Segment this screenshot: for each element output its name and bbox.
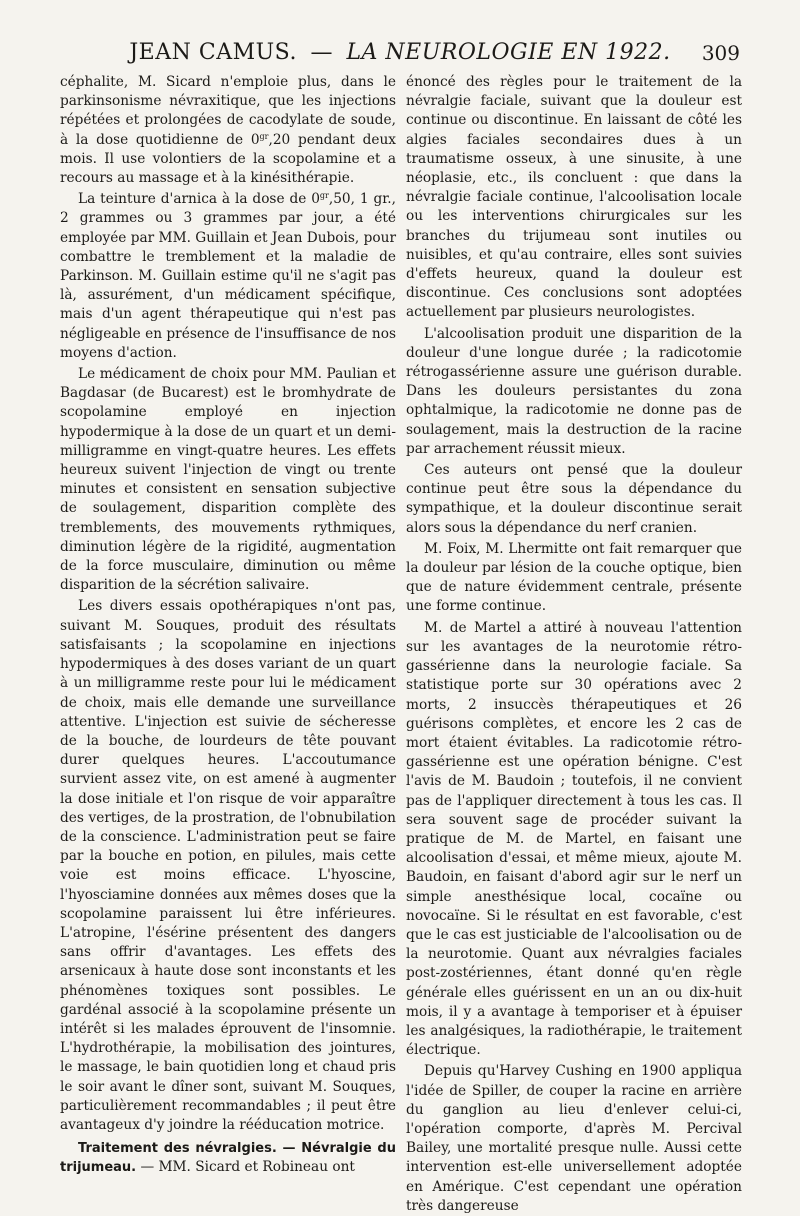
paragraph: M. de Martel a attiré à nouveau l'attention sur les avantages de la neurotomie rétro-gassérienne dans la neurologie faciale. Sa statistique porte sur 30 opérations avec 2 morts, 2 insuccès thérapeutiques et 26 guérisons complètes, et encore les 2 cas de mort étaient évitables. La radicotomie rétro-gassérienne est une opération bénigne. C'est l'avis de M. Baudoin ; toutefois, il ne convient pas de l'appliquer directement à tous les cas. Il sera souvent sage de procéder suivant la pratique de M. de Martel, en faisant une alcoolisation d'essai, et même mieux, ajoute M. Baudoin, en faisant d'abord agir sur le nerf un simple anesthésique local, cocaïne ou novocaïne. Si le résultat en est favorable, c'est que le cas est justiciable de l'alcoolisation ou de la neurotomie. Quant aux névralgies faciales post-zostériennes, étant donné qu'en règle générale elles guérissent en un an ou dix-huit mois, il y a avantage à temporiser et à épuiser les analgésiques, la radiothérapie, le traitement électrique. [406, 619, 742, 1059]
text-run: ,20 pendant deux mois. Il use volontiers de la scopolamine et a recours au massage et à la kinésithérapie. [60, 131, 396, 187]
paragraph [60, 190, 396, 363]
paragraph: Les divers essais opothérapiques n'ont pas, suivant M. Souques, produit des résultats satisfaisants ; la scopolamine en injections hypodermiques à des doses variant de un quart à un milligramme reste pour lui le médicament de choix, mais elle demande une surveillance attentive. L'injection est suivie de sécheresse de la bouche, de lourdeurs de tête pouvant durer quelques heures. L'accoutumance survient assez vite, on est amené à augmenter la dose initiale et l'on risque de voir apparaître des vertiges, de la prostration, de l'obnubilation de la conscience. L'administration peut se faire par la bouche en potion, en pilules, mais cette voie est moins efficace. L'hyoscine, l'hyosciamine données aux mêmes doses que la scopolamine paraissent lui être inférieures. L'atropine, l'ésérine présentent des dangers sans offrir d'avantages. Les effets des arsenicaux à haute dose sont inconstants et les phénomènes toxiques sont possibles. Le gardénal associé à la scopolamine présente un intérêt si les malades éprouvent de l'insomnie. L'hydrothérapie, la mobilisation des jointures, le massage, le bain quotidien long et chaud pris le soir avant le dîner sont, suivant M. Souques, particulièrement recommandables ; il peut être avantageux d'y joindre la rééducation motrice. [60, 598, 396, 1133]
paragraph: Depuis qu'Harvey Cushing en 1900 appliqua l'idée de Spiller, de couper la racine en arrière du ganglion au lieu d'enlever celui-ci, l'opération comporte, d'après M. Percival Bailey, une mortalité presque nulle. Aussi cette intervention est-elle universellement adoptée en Amérique. C'est cependant une opération très dangereuse [406, 1063, 742, 1214]
section-heading: Traitement des névralgies. — Névralgie du trijumeau. [60, 1141, 396, 1176]
paragraph: L'alcoolisation produit une disparition de la douleur d'une longue durée ; la radicotomie rétrogassérienne assure une guérison durable. Dans les douleurs persistantes du zona ophtalmique, la radicotomie ne donne pas de soulagement, mais la destruction de la racine par arrachement réussit mieux. [406, 325, 742, 457]
header-work-title: LA NEUROLOGIE EN 1922. [346, 40, 671, 65]
paragraph: Ces auteurs ont pensé que la douleur continue peut être sous la dépendance du sympathique, et la douleur discontinue serait alors sous la dépendance du nerf cranien. [406, 462, 742, 536]
text-run: ,50, 1 gr., 2 grammes ou 3 grammes par jour, a été employée par MM. Guillain et Jean Dubois, pour combattre le tremblement et la maladie de Parkinson. M. Guillain estime qu'il ne s'agit pas là, assurément, d'un médicament spécifique, mais d'un agent thérapeutique qui n'est pas négligeable en présence de l'insuffisance de nos moyens d'action. [60, 191, 396, 361]
text-run: céphalite, M. Sicard n'emploie plus, dans le parkinsonisme névraxitique, que les injections répétées et prolongées de cacodylate de soude, à la dose quotidienne de 0 [60, 74, 396, 148]
running-header [60, 38, 740, 68]
page-number: 309 [701, 41, 740, 65]
superscript: gr [259, 131, 269, 141]
text-run: La teinture d'arnica à la dose de 0 [78, 191, 320, 208]
superscript: gr [319, 191, 329, 201]
section-paragraph [60, 1139, 396, 1177]
paragraph: Le médicament de choix pour MM. Paulian et Bagdasar (de Bucarest) est le bromhydrate de scopolamine employé en injection hypodermique à la dose de un quart et un demi-milligramme en vingt-quatre heures. Les effets heureux suivent l'injection de vingt ou trente minutes et consistent en sensation subjective de soulagement, disparition complète des tremblements, des mouvements rythmiques, diminution légère de la rigidité, augmentation de la force musculaire, diminution ou même disparition de la sécrétion salivaire. [60, 366, 396, 594]
paragraph: M. Foix, M. Lhermitte ont fait remarquer que la douleur par lésion de la couche optique, bien que de nature évidemment centrale, présente une forme continue. [406, 540, 742, 615]
text-run: — MM. Sicard et Robineau ont [136, 1159, 355, 1176]
header-dash: — [310, 40, 333, 65]
running-title [60, 38, 740, 68]
right-column [406, 73, 742, 1216]
paragraph: énoncé des règles pour le traitement de la névralgie faciale, suivant que la douleur est continue ou discontinue. En laissant de côté les algies faciales secondaires dues à un traumatisme osseux, à une sinusite, à une néoplasie, etc., ils concluent : que dans la névralgie faciale continue, l'alcoolisation locale ou les interventions chirurgicales sur les branches du trijumeau sont inutiles ou nuisibles, et qu'au contraire, elles sont suivies d'effets heureux, quand la douleur est discontinue. Ces conclusions sont adoptées actuellement par plusieurs neurologistes. [406, 74, 742, 321]
paragraph [60, 73, 396, 188]
left-column [60, 73, 396, 1178]
header-author: JEAN CAMUS. [129, 40, 297, 65]
